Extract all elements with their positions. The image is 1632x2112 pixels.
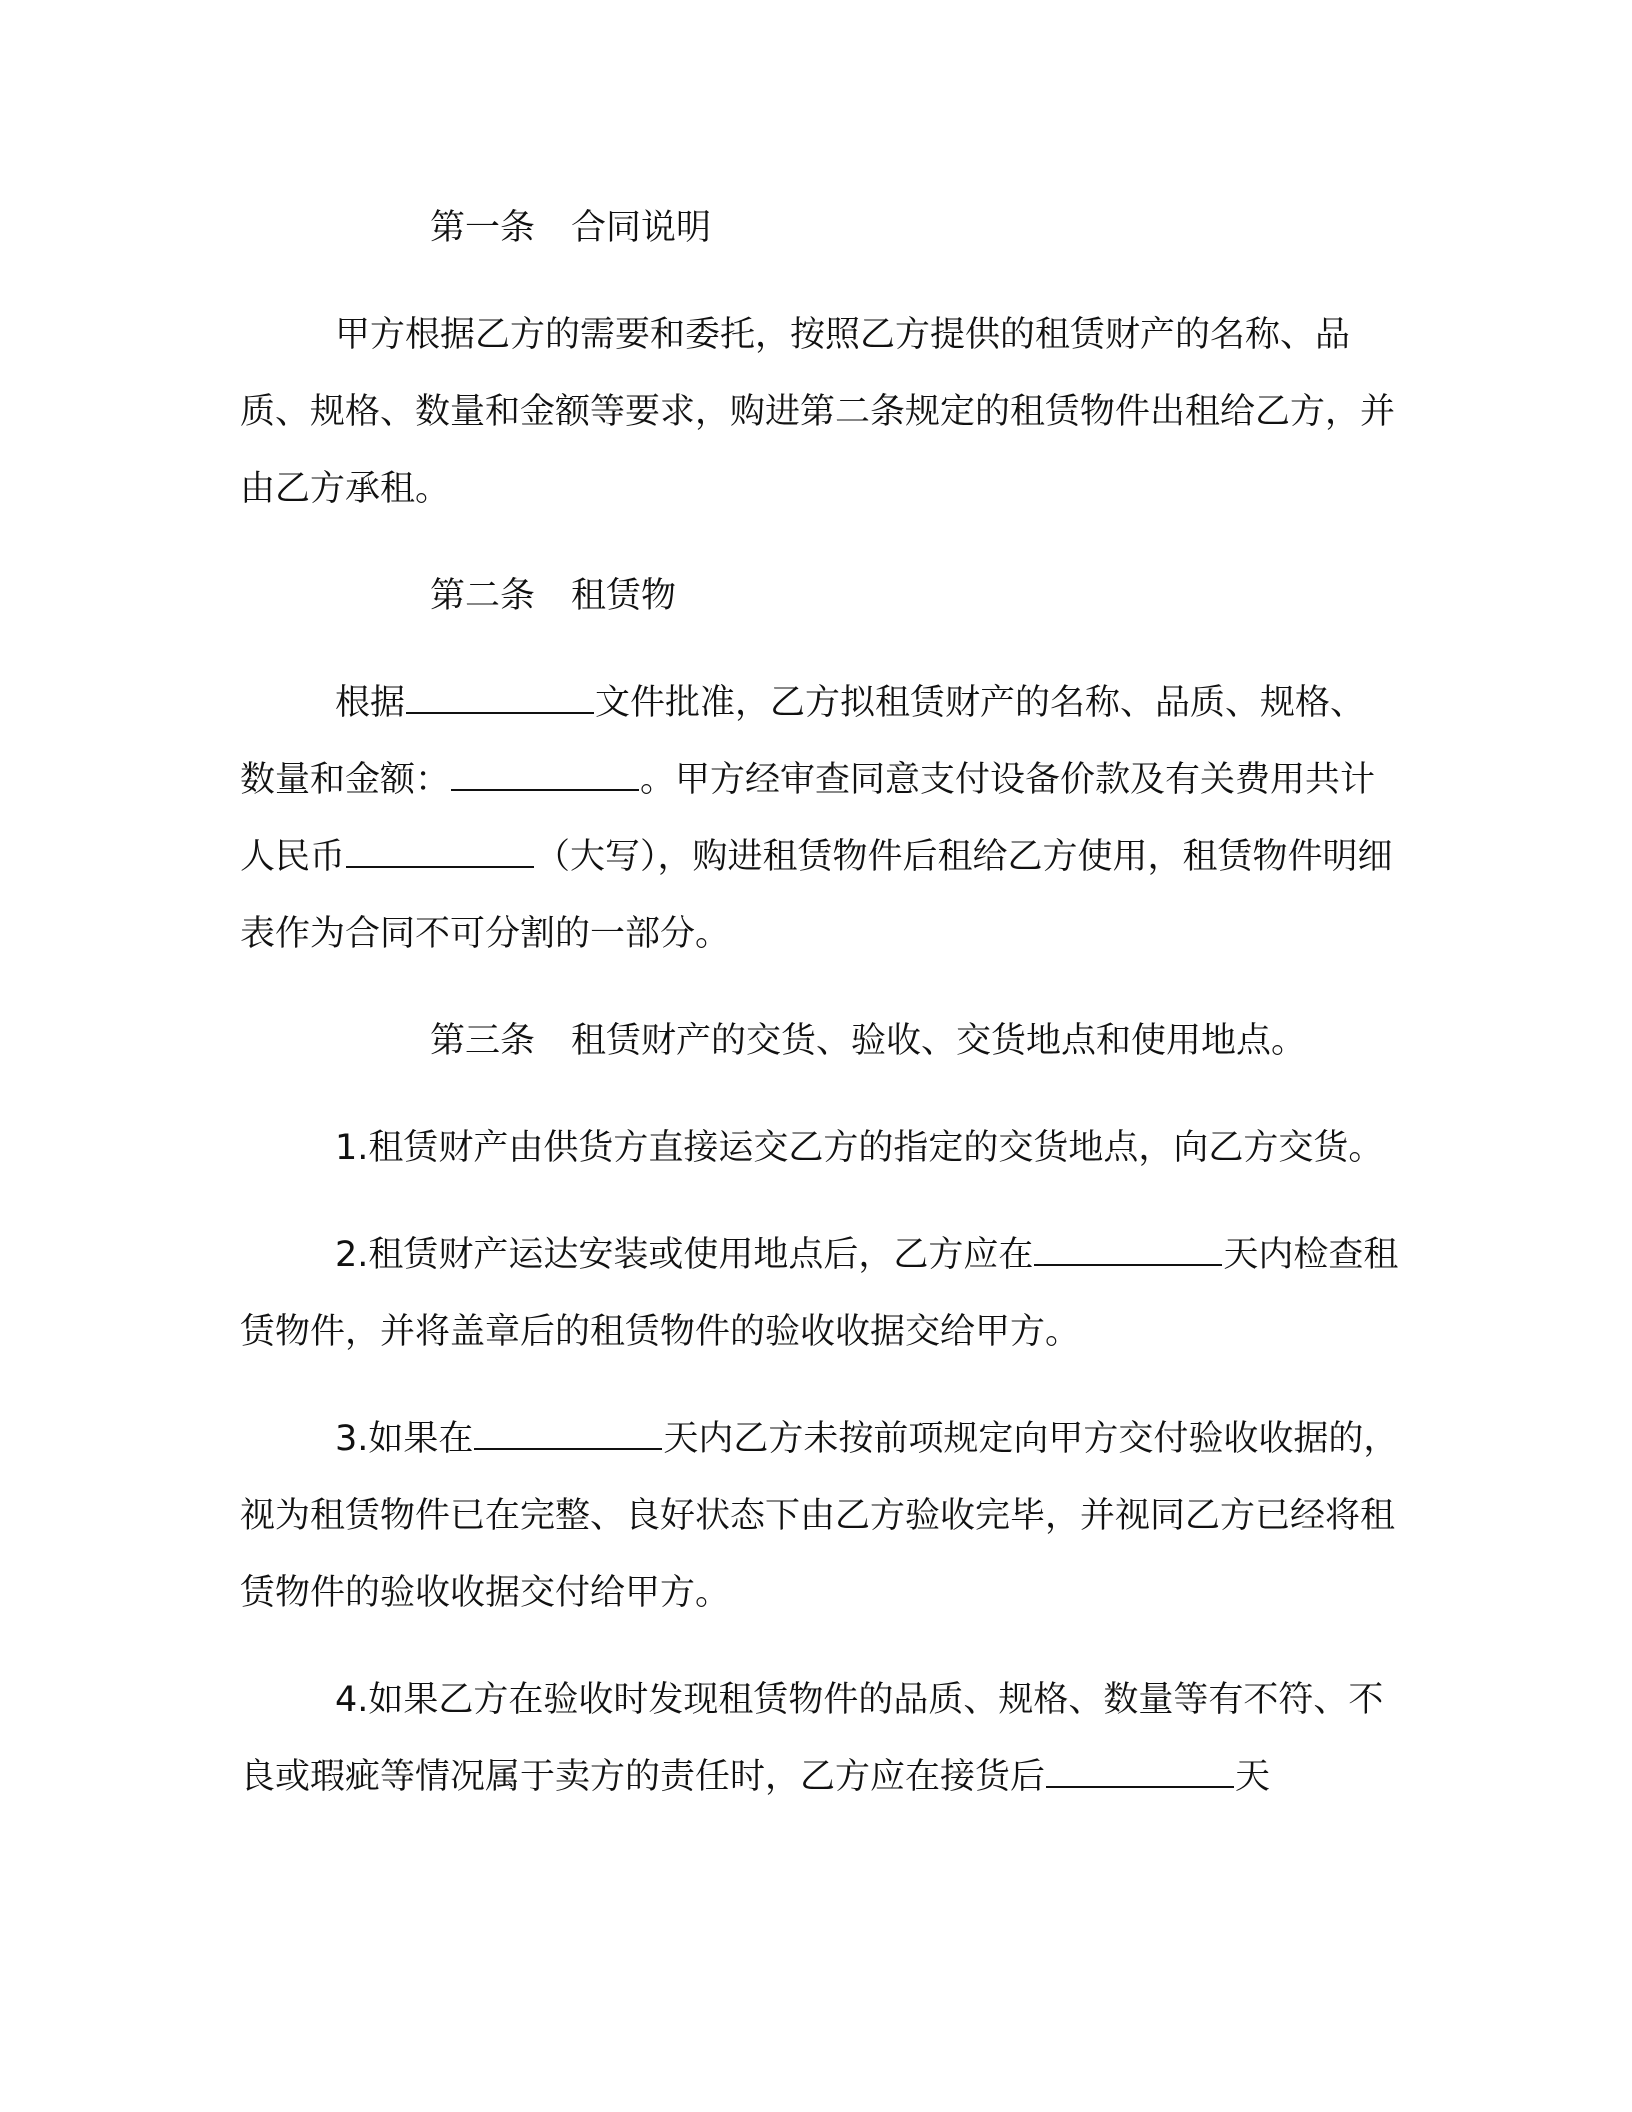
article-3-item-1: 1.租赁财产由供货方直接运交乙方的指定的交货地点，向乙方交货。 [335, 1128, 1384, 1168]
article-2-heading [240, 558, 1400, 635]
article-3-item-3-text-2: 天内乙方未按前项规定向甲方交付验收收据的，视为租赁物件已在完整、良好状态下由乙方验收完毕，并视同乙方已经将租赁物件的验收收据交付给甲方。 [240, 1419, 1399, 1613]
blank-field-total-amount[interactable] [346, 836, 534, 868]
article-3-item-4-text-2: 天 [1235, 1757, 1271, 1797]
article-1-number: 第一条 [430, 208, 536, 248]
article-2-title: 租赁物 [571, 576, 677, 616]
article-3-item-3 [240, 1401, 1400, 1632]
article-2-text-4: （大写），购进租赁物件后租给乙方使用，租赁物件明细表作为合同不可分割的一部分。 [240, 837, 1393, 954]
article-2-text-2: 文件批准，乙方拟租赁财产的名称、品质、规格、数量和金额： [240, 683, 1366, 800]
blank-field-claim-days[interactable] [1046, 1756, 1234, 1788]
article-3-item-4 [240, 1662, 1400, 1816]
blank-field-receipt-days[interactable] [474, 1418, 662, 1450]
blank-field-approval-document[interactable] [406, 682, 594, 714]
article-3-number: 第三条 [430, 1021, 536, 1061]
article-2-text-1: 根据 [335, 683, 406, 723]
article-3-item-2-text-2: 天内检查租赁物件，并将盖章后的租赁物件的验收收据交给甲方。 [240, 1235, 1399, 1352]
blank-field-inspection-days[interactable] [1034, 1234, 1222, 1266]
document-body [240, 190, 1400, 1846]
blank-field-property-details[interactable] [451, 759, 639, 791]
article-3-item-4-text-1: 4.如果乙方在验收时发现租赁物件的品质、规格、数量等有不符、不良或瑕疵等情况属于卖方的责任时，乙方应在接货后 [240, 1680, 1384, 1797]
article-1-title: 合同说明 [571, 208, 712, 248]
article-2-text-3: 。甲方经审查同意支付设备价款及有关费用共计人民币 [240, 760, 1376, 877]
article-3-item-2 [240, 1217, 1400, 1371]
article-3-item-2-text-1: 2.租赁财产运达安装或使用地点后，乙方应在 [335, 1235, 1034, 1275]
article-1-heading [240, 190, 1400, 267]
article-3-title: 租赁财产的交货、验收、交货地点和使用地点。 [571, 1021, 1307, 1061]
article-2-body [240, 665, 1400, 973]
article-2-number: 第二条 [430, 576, 536, 616]
article-1-body: 甲方根据乙方的需要和委托，按照乙方提供的租赁财产的名称、品质、规格、数量和金额等要求，购进第二条规定的租赁物件出租给乙方，并由乙方承租。 [240, 315, 1396, 509]
article-3-heading [240, 1003, 1400, 1080]
article-3-item-3-text-1: 3.如果在 [335, 1419, 474, 1459]
